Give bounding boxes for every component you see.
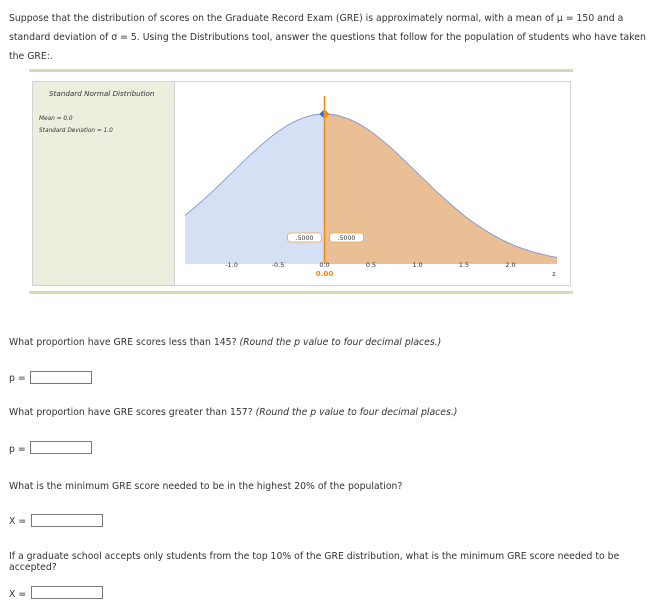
question-1-note: (Round the p value to four decimal places.) [239, 337, 442, 348]
answer-3-input[interactable] [31, 514, 103, 527]
tick-label-4: 1.0 [412, 261, 423, 269]
tick-label-3: 0.5 [365, 261, 377, 269]
question-4-text: If a graduate school accepts only students from the top 10% of the GRE distribution, what is the minimum GRE score needed to be accepted? [9, 551, 620, 573]
tick-label-2: 0.0 [319, 261, 330, 269]
sd-label: Standard Deviation = 1.0 [39, 128, 113, 134]
tool-top-border [29, 69, 573, 72]
distribution-plot [33, 82, 570, 285]
problem-intro: Suppose that the distribution of scores on the Graduate Record Exam (GRE) is approximately normal, with a mean of μ = 150 and a standard deviation of σ = 5. Using the Distributions tool, answer the questions that follow for the population of students who have taken the GRE:. [9, 13, 646, 62]
question-4 [9, 551, 662, 573]
tick-label-1: -0.5 [271, 261, 285, 269]
question-1-text: What proportion have GRE scores less than 145? [9, 337, 240, 348]
tick-label-5: 1.5 [458, 261, 470, 269]
question-2-note: (Round the p value to four decimal places.) [255, 407, 458, 418]
mean-label: Mean = 0.0 [39, 116, 73, 122]
answer-2-label: p = [9, 444, 26, 455]
answer-1-input[interactable] [30, 371, 92, 384]
answer-2-input[interactable] [30, 441, 92, 454]
question-3 [9, 481, 402, 492]
question-2-text: What proportion have GRE scores greater than 157? [9, 407, 256, 418]
distributions-tool [32, 81, 571, 286]
question-2 [9, 407, 457, 418]
answer-4-label: X = [9, 589, 27, 600]
z-axis-letter: z [552, 270, 556, 278]
answer-1-label: p = [9, 373, 26, 384]
answer-3-label: X = [9, 516, 27, 527]
answer-4-input[interactable] [31, 586, 103, 599]
tick-label-0: -1.0 [225, 261, 238, 269]
question-1 [9, 337, 441, 348]
tick-label-6: 2.0 [505, 261, 516, 269]
left-area-label: .5000 [295, 235, 314, 242]
question-3-text: What is the minimum GRE score needed to be in the highest 20% of the population? [9, 481, 403, 492]
right-area-label: .5000 [337, 235, 356, 242]
tool-bottom-border [29, 291, 573, 294]
z-marker-value: 0.00 [315, 269, 334, 278]
distribution-name: Standard Normal Distribution [49, 89, 155, 98]
